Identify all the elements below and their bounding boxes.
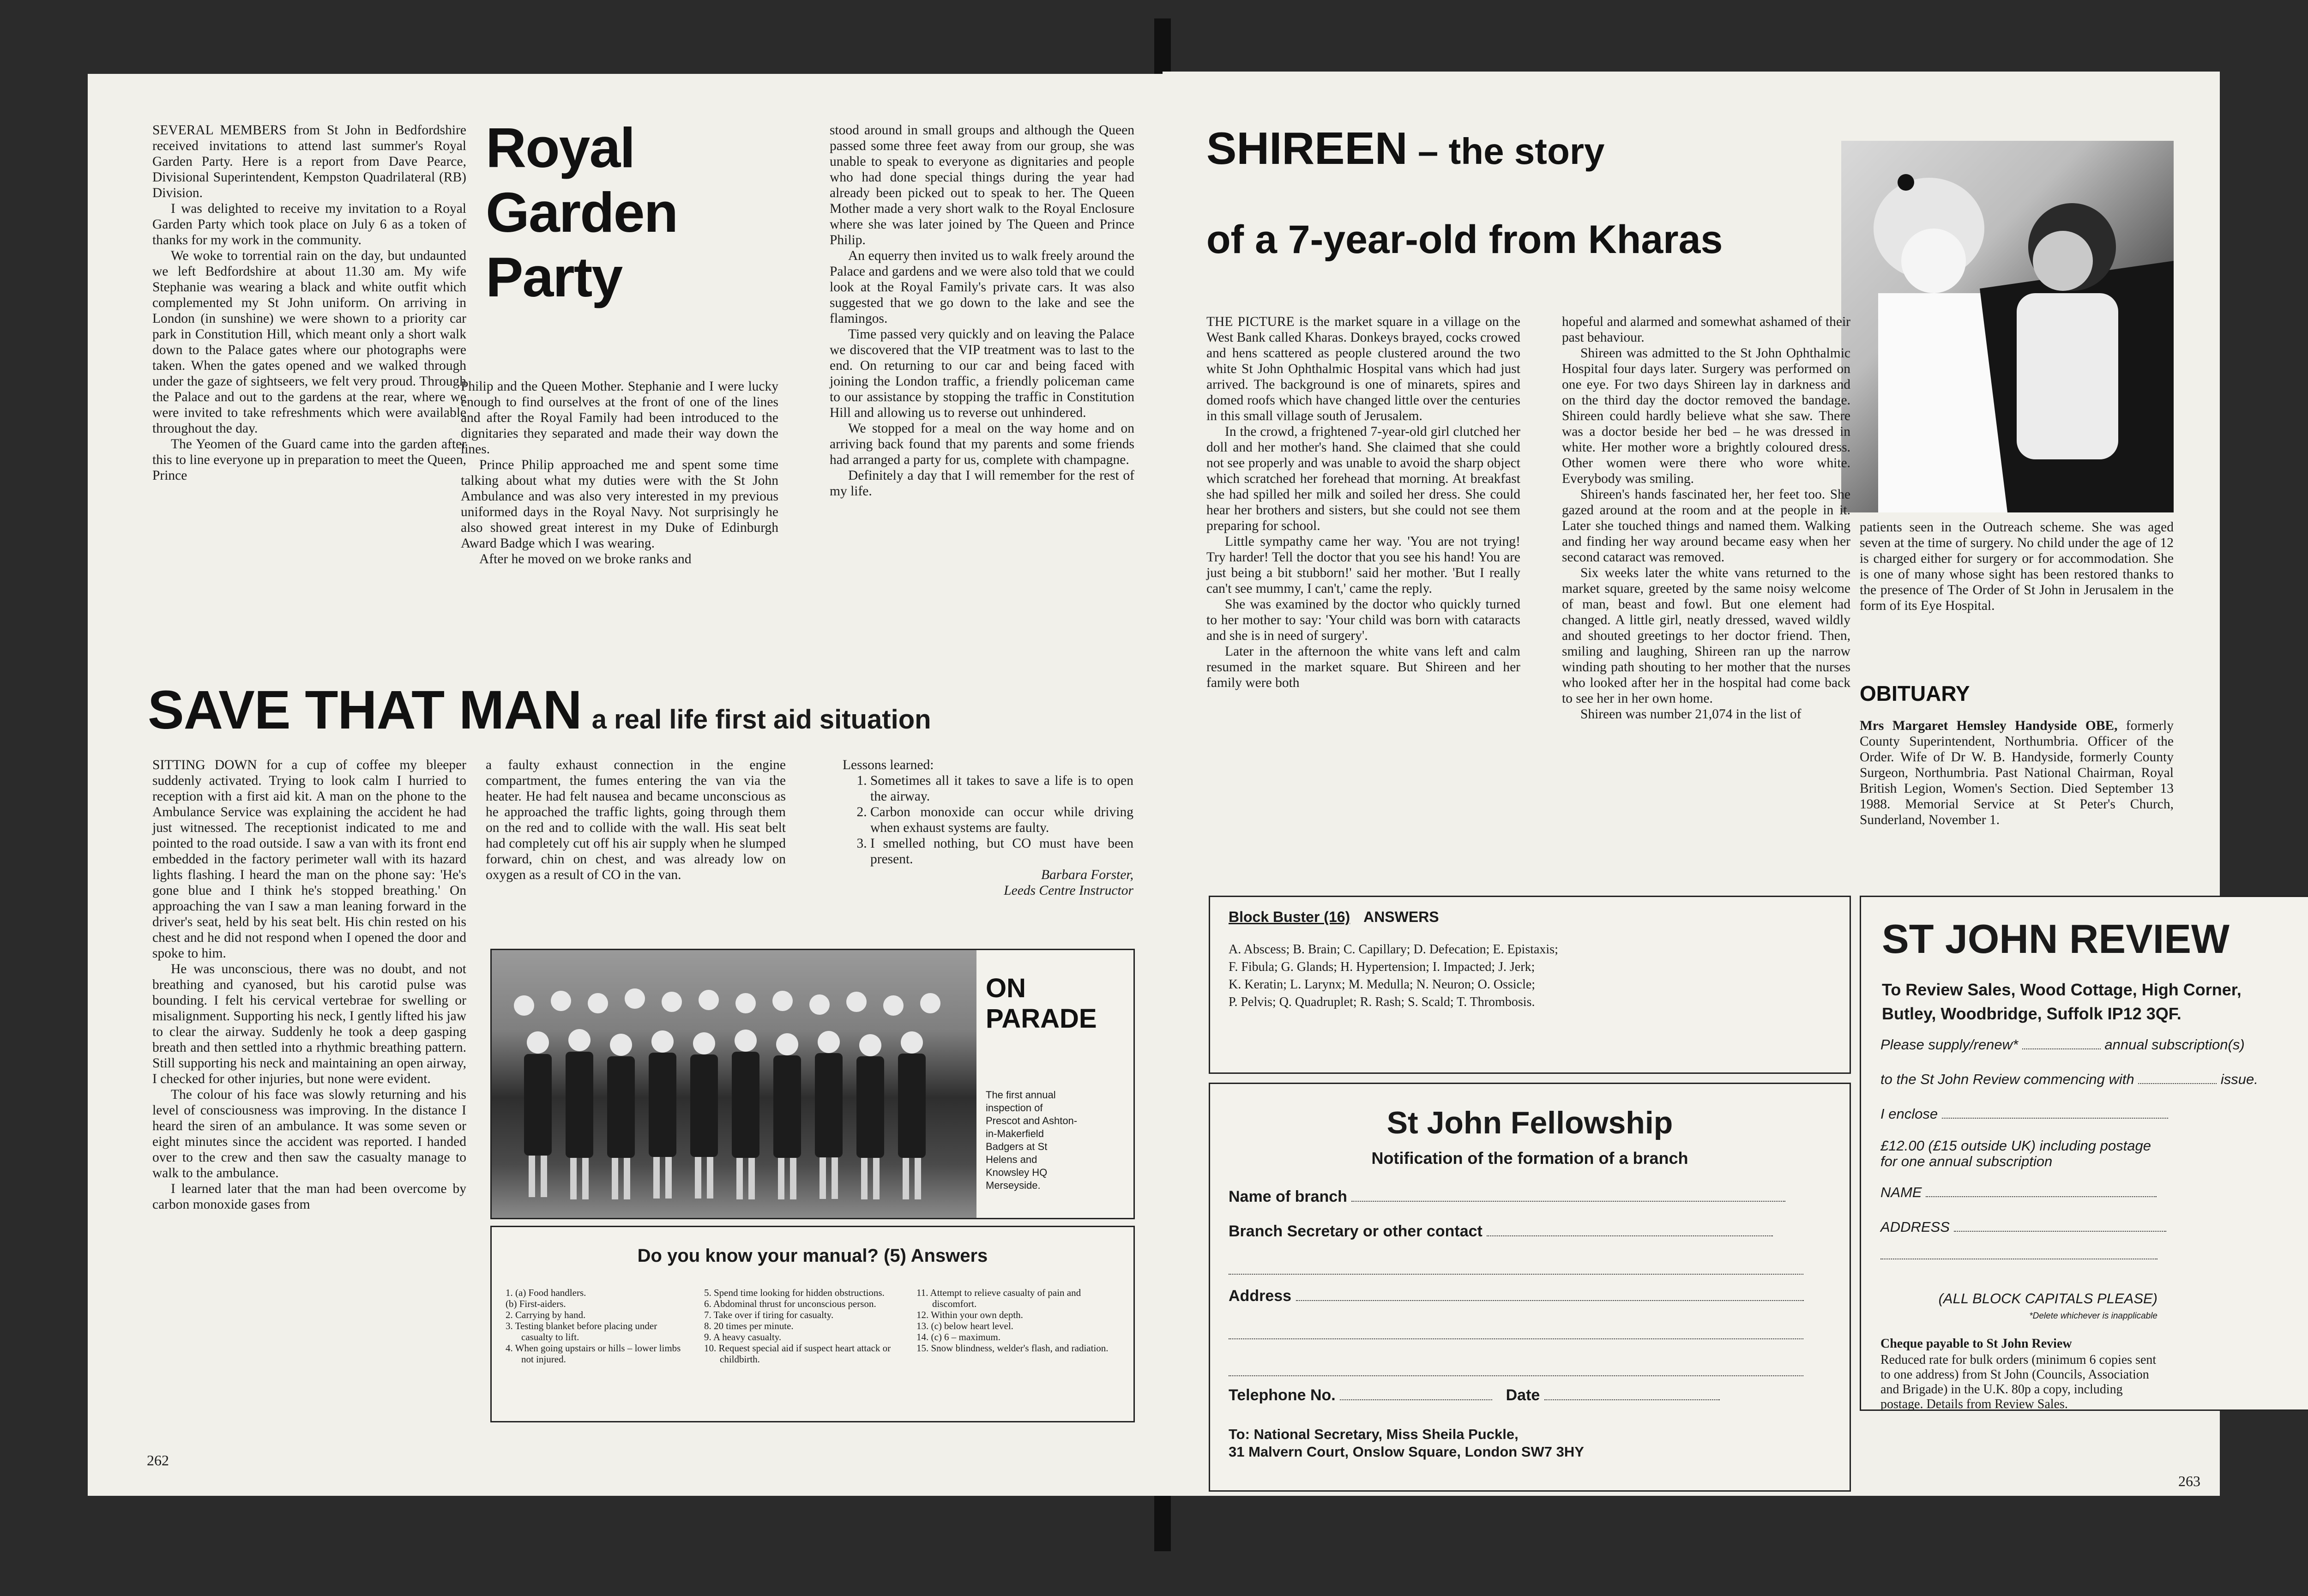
lesson-item: 2. Carbon monoxide can occur while driving when exhaust systems are faulty. xyxy=(870,804,1133,836)
royal-garden-headline xyxy=(486,115,763,309)
shireen-paragraph: In the crowd, a frightened 7-year-old girl clutched her doll and her mother's hand. She claimed that she could not see properly and was unable to avoid the sharp object which scratched her forehead that morning. At breakfast she had spilled her milk and soiled her dress. She could hear her brothers and sisters, but she could not see them preparing for school. xyxy=(1206,424,1520,533)
block-buster-heading xyxy=(1229,909,1439,926)
review-title: ST JOHN REVIEW xyxy=(1882,916,2230,962)
commencing-issue-field[interactable] xyxy=(2138,1083,2217,1084)
royal-paragraph: The Yeomen of the Guard came into the garden after this to line everyone up in preparation to meet the Queen, Prince xyxy=(152,437,466,483)
review-price: £12.00 (£15 outside UK) including postage for one annual subscription xyxy=(1880,1138,2151,1169)
address-label: Address xyxy=(1229,1287,1292,1305)
manual-answer: 12. Within your own depth. xyxy=(916,1309,1023,1320)
shireen-paragraph: Later in the afternoon the white vans left and calm resumed in the market square. But Shireen and her family were both xyxy=(1206,644,1520,690)
obituary-text xyxy=(1860,718,2174,828)
review-sales-address xyxy=(1882,978,2242,1026)
lessons-heading: Lessons learned: xyxy=(843,758,934,772)
royal-paragraph: Definitely a day that I will remember for the rest of my life. xyxy=(830,468,1134,499)
shireen-column-1 xyxy=(1206,314,1520,691)
review-address-row xyxy=(1880,1219,2157,1235)
manual-answer: 15. Snow blindness, welder's flash, and radiation. xyxy=(916,1343,1109,1354)
fellowship-send-to xyxy=(1229,1426,1584,1461)
review-cheque-payable: Cheque payable to St John Review xyxy=(1880,1337,2072,1351)
address-field-line-3[interactable] xyxy=(1229,1370,1803,1379)
telephone-field[interactable] xyxy=(1340,1399,1492,1400)
telephone-label: Telephone No. xyxy=(1229,1386,1336,1404)
address-field[interactable] xyxy=(1296,1300,1804,1301)
review-name-field[interactable] xyxy=(1926,1196,2157,1197)
manual-answer: 7. Take over if tiring for casualty. xyxy=(704,1309,834,1320)
badgers-group-photo xyxy=(492,950,976,1218)
save-subtitle: a real life first aid situation xyxy=(591,705,931,735)
save-column-2 xyxy=(486,757,786,883)
shireen-headline-line-1 xyxy=(1206,122,1844,175)
fellowship-subtitle: Notification of the formation of a branch xyxy=(1371,1149,1688,1168)
shireen-paragraph: Six weeks later the white vans returned to the market square, greeted by the same noisy welcome of man, beast and fowl. But one element had changed. A little girl, neatly dressed, waved wildly and shouted greetings to her doctor friend. Then, smiling and laughing, Shireen ran up the narrow winding path shouting to her mother that the nurses who looked after her in the hospital had come back to see her in her own home. xyxy=(1562,566,1850,706)
block-buster-box xyxy=(1209,896,1851,1074)
manual-answer: 9. A heavy casualty. xyxy=(704,1331,782,1343)
manual-answers-box xyxy=(490,1226,1135,1422)
lesson-item: 1. Sometimes all it takes to save a life is to open the airway. xyxy=(870,773,1133,804)
nurse-and-child-figures xyxy=(1841,141,2174,512)
review-address-field[interactable] xyxy=(1954,1231,2166,1232)
save-paragraph: I learned later that the man had been overcome by carbon monoxide gases from xyxy=(152,1181,466,1212)
royal-paragraph: We woke to torrential rain on the day, but undaunted we left Bedfordshire at about 11.30 am. My wife Stephanie was wearing a black and white outfit which complemented my St John uniform. On arriving in London (in sunshine) we were shown to a priority car park in Constitution Hill, which meant only a short walk down to the Palace gates where our photographs were taken. When the gates opened and we walked through under the gaze of sightseers, we felt very proud. Through the Palace and out to the gardens at the rear, where we were invited to take refreshments which were available throughout the day. xyxy=(152,248,466,436)
royal-intro: SEVERAL MEMBERS from St John in Bedfordshire received invitations to attend last summer's Royal Garden Party. Here is a report from Dave Pearce, Divisional Superintendent, Kempston Quadrilateral (RB) Division. xyxy=(152,123,466,200)
branch-name-field[interactable] xyxy=(1351,1201,1785,1202)
review-name-label: NAME xyxy=(1880,1184,1922,1200)
shireen-paragraph: Little sympathy came her way. 'You are not trying! Try harder! Tell the doctor that you see his hand! You are just being a bit stubborn!' said her mother. 'But I really can't see mummy, I can't,' came the reply. xyxy=(1206,534,1520,596)
manual-answer: (b) First-aiders. xyxy=(506,1298,566,1309)
review-address-line: To Review Sales, Wood Cottage, High Corner, xyxy=(1882,980,2242,999)
save-title: SAVE THAT MAN xyxy=(148,680,582,741)
save-paragraph: He was unconscious, there was no doubt, and not breathing and cyanosed, but his carotid pulse was bounding. I felt his cervical vertebrae for swelling or misalignment. Supporting his neck, I gently lifted his jaw to clear the airway. Suddenly he took a deep gasping breath and then settled into a rhythmic breathing pattern. Still supporting his neck and maintaining an open airway, I checked for other injuries, but none were evident. xyxy=(152,962,466,1086)
obituary-heading: OBITUARY xyxy=(1860,681,1970,705)
page-number: 262 xyxy=(147,1452,169,1469)
review-name-row xyxy=(1880,1184,2157,1201)
save-paragraph: The colour of his face was slowly returning and his level of consciousness was improving. In the distance I heard the siren of an ambulance. It was some seven or eight minutes since the accident was reported. I handed over to the crew and then saw the casualty manage to walk to the ambulance. xyxy=(152,1087,466,1180)
obituary-name: Mrs Margaret Hemsley Handyside OBE, xyxy=(1860,718,2118,733)
supply-renew-suffix: annual subscription(s) xyxy=(2104,1036,2245,1053)
address-field-line-2[interactable] xyxy=(1229,1333,1803,1342)
manual-answers-col-2 xyxy=(704,1287,898,1365)
shireen-paragraph: Shireen's hands fascinated her, her feet too. She gazed around at the room and at the people in it. Later she touched things and named them. Walking and finding her way around became easy when her second cataract was removed. xyxy=(1562,487,1850,565)
manual-answer: 8. 20 times per minute. xyxy=(704,1320,794,1331)
manual-answer: 3. Testing blanket before placing under casualty to lift. xyxy=(506,1320,657,1343)
review-block-capitals: (ALL BLOCK CAPITALS PLEASE) xyxy=(1938,1290,2157,1307)
shireen-paragraph: Shireen was admitted to the St John Ophthalmic Hospital four days later. Surgery was performed on one eye. For two days Shireen lay in darkness and on the third day the doctor removed the bandage. Shireen could hardly believe what she saw. There was a doctor beside her bed – he was dressed in white. Her mother wore a brightly coloured dress. Other women were there who wore white. Everybody was smiling. xyxy=(1562,346,1850,486)
fellowship-title: St John Fellowship xyxy=(1386,1105,1673,1140)
send-to-line: To: National Secretary, Miss Sheila Puckle, xyxy=(1229,1426,1519,1442)
save-paragraph: SITTING DOWN for a cup of coffee my bleeper suddenly activated. Trying to look calm I hurried to reception with a first aid kit. A man on the phone to the Ambulance Service was explaining the accident he had just witnessed. The receptionist indicated to me and pointed to the road outside. I saw a van with its front end embedded in the factory perimeter wall with its hazard lights flashing. I heard the man on the phone say: 'He's gone blue and I think he's stopped breathing.' On approaching the van I saw a man leaning forward in the driver's seat, held by his seat belt. His chin rested on his chest and he did not respond when I opened the door and spoke to him. xyxy=(152,758,466,961)
manual-answer: 6. Abdominal thrust for unconscious person. xyxy=(704,1298,876,1309)
royal-garden-column-2 xyxy=(461,379,778,567)
fellowship-form-box xyxy=(1209,1083,1851,1492)
royal-paragraph: An equerry then invited us to walk freely around the Palace and gardens and we were also told that we could look at the Royal Family's private cars. It was also suggested that we go down to the lake and see the flamingos. xyxy=(830,248,1134,326)
manual-answer: 1. (a) Food handlers. xyxy=(506,1287,586,1298)
royal-paragraph: Philip and the Queen Mother. Stephanie and I were lucky enough to find ourselves at the front of one of the lines and after the Royal Family had been introduced to the dignitaries they separated and made their way down the lines. xyxy=(461,379,778,457)
parade-caption: The first annual inspection of Prescot and Ashton-in-Makerfield Badgers at St Helens and Knowsley HQ Merseyside. xyxy=(986,1089,1078,1191)
shireen-paragraph: hopeful and alarmed and somewhat ashamed of their past behaviour. xyxy=(1562,314,1850,345)
review-delete-note: *Delete whichever is inapplicable xyxy=(2029,1311,2157,1321)
branch-name-row xyxy=(1229,1188,1829,1206)
block-buster-line: K. Keratin; L. Larynx; M. Medulla; N. Neuron; O. Ossicle; xyxy=(1229,977,1536,992)
manual-answer: 13. (c) below heart level. xyxy=(916,1320,1013,1331)
lessons-list xyxy=(843,773,1133,867)
shireen-paragraph: patients seen in the Outreach scheme. She was aged seven at the time of surgery. No child under the age of 12 is charged either for surgery or for accommodation. She is one of many whose sight has been restored thanks to the presence of The Order of St John in Jerusalem in the form of its Eye Hospital. xyxy=(1860,520,2174,613)
royal-garden-column-1 xyxy=(152,122,466,483)
shireen-paragraph: Shireen was number 21,074 in the list of xyxy=(1580,707,1802,722)
shireen-headline-line-2: of a 7-year-old from Kharas xyxy=(1206,217,1723,262)
review-address-line: Butley, Woodbridge, Suffolk IP12 3QF. xyxy=(1882,1004,2181,1023)
manual-answer: 2. Carrying by hand. xyxy=(506,1309,586,1320)
block-buster-line: P. Pelvis; Q. Quadruplet; R. Rash; S. Scald; T. Thrombosis. xyxy=(1229,995,1535,1009)
headline-line: Party xyxy=(486,246,622,308)
save-column-1 xyxy=(152,757,466,1212)
branch-secretary-field[interactable] xyxy=(1487,1235,1773,1236)
manual-answers-title: Do you know your manual? (5) Answers xyxy=(637,1246,988,1266)
save-paragraph: a faulty exhaust connection in the engine compartment, the fumes entering the van via the heater. He had felt nausea and became unconscious as he approached the traffic lights, going through them on the red and to collide with the wall. His seat belt had completely cut off his air supply when he slumped forward, chin on chest, and was already low on oxygen as a result of CO in the van. xyxy=(486,758,786,882)
block-buster-line: A. Abscess; B. Brain; C. Capillary; D. Defecation; E. Epistaxis; xyxy=(1229,942,1558,957)
block-buster-title: Block Buster (16) xyxy=(1229,909,1350,925)
royal-paragraph: After he moved on we broke ranks and xyxy=(479,552,692,566)
shireen-title-dash: – the story xyxy=(1407,131,1605,172)
royal-paragraph: We stopped for a meal on the way home and on arriving back found that my parents and some friends had arranged a party for us, complete with champagne. xyxy=(830,421,1134,467)
commencing-row xyxy=(1880,1071,2258,1088)
headline-line: Garden xyxy=(486,181,678,244)
shireen-photo xyxy=(1841,141,2174,512)
enclose-row xyxy=(1880,1106,2157,1122)
date-label: Date xyxy=(1506,1386,1540,1404)
review-address-label: ADDRESS xyxy=(1880,1219,1950,1235)
branch-name-label: Name of branch xyxy=(1229,1188,1347,1205)
enclose-amount-field[interactable] xyxy=(1942,1118,2168,1119)
royal-paragraph: Prince Philip approached me and spent some time talking about what my duties were with the St John Ambulance and was also very interested in my previous uniformed days in the Royal Navy. Not surprisingly he also showed great interest in my Duke of Edinburgh Award Badge which I was wearing. xyxy=(461,458,778,551)
on-parade-title xyxy=(986,973,1124,1034)
manual-answers-col-1 xyxy=(506,1287,686,1365)
page-number: 263 xyxy=(2178,1473,2200,1489)
royal-paragraph: stood around in small groups and although the Queen passed some three feet away from our group, she was unable to speak to everyone as dignitaries and people who had done special things during the year had already been picked out to speak to her. The Queen Mother made a very short walk to the Royal Enclosure where she was later joined by The Queen and Prince Philip. xyxy=(830,123,1134,247)
author-name: Barbara Forster, xyxy=(1041,867,1133,882)
shireen-title: SHIREEN xyxy=(1206,123,1408,174)
manual-answer: 10. Request special aid if suspect heart attack or childbirth. xyxy=(704,1343,891,1365)
block-buster-line: F. Fibula; G. Glands; H. Hypertension; I. Impacted; J. Jerk; xyxy=(1229,960,1535,974)
on-parade-box xyxy=(490,949,1135,1219)
address-row xyxy=(1229,1287,1829,1305)
supply-renew-label: Please supply/renew* xyxy=(1880,1036,2019,1053)
shireen-paragraph: THE PICTURE is the market square in a village on the West Bank called Kharas. Donkeys brayed, cocks crowed and hens scattered as people clustered around the two white St John Ophthalmic Hospital vans which had just arrived. The background is one of minarets, spires and domed roofs which have changed little over the centuries in this small village south of Jerusalem. xyxy=(1206,314,1520,423)
telephone-date-row xyxy=(1229,1386,1829,1404)
manual-answer: 11. Attempt to relieve casualty of pain and discomfort. xyxy=(916,1287,1081,1309)
branch-secretary-label: Branch Secretary or other contact xyxy=(1229,1223,1482,1240)
royal-paragraph: I was delighted to receive my invitation to a Royal Garden Party which took place on July 6 as a token of thanks for my work in the community. xyxy=(152,201,466,247)
manual-answer: 4. When going upstairs or hills – lower limbs not injured. xyxy=(506,1343,681,1365)
date-field[interactable] xyxy=(1544,1399,1720,1400)
review-bulk-rate: Reduced rate for bulk orders (minimum 6 copies sent to one address) from St John (Councils, Association and Brigade) in the U.K. 80p a copy, including postage. Details from Review Sales. xyxy=(1880,1353,2157,1411)
shireen-paragraph: She was examined by the doctor who quickly turned to her mother to say: 'Your child was born with cataracts and she is in need of surgery'. xyxy=(1206,597,1520,643)
manual-answer: 14. (c) 6 – maximum. xyxy=(916,1331,1000,1343)
commencing-suffix: issue. xyxy=(2220,1071,2258,1087)
subscriptions-count-field[interactable] xyxy=(2022,1048,2101,1049)
branch-secretary-row xyxy=(1229,1223,1829,1241)
lesson-item: 3. I smelled nothing, but CO must have been present. xyxy=(870,836,1133,867)
left-page xyxy=(88,74,1163,1496)
enclose-label: I enclose xyxy=(1880,1106,1938,1122)
obituary-body: formerly County Superintendent, Northumbria. Officer of the Order. Wife of Dr W. B. Handyside, formerly County Surgeon, Northumbria. Past National Chairman, Royal British Legion, Women's Section. Died September 13 1988. Memorial Service at St Peter's Church, Sunderland, November 1. xyxy=(1860,718,2174,827)
commencing-label: to the St John Review commencing with xyxy=(1880,1071,2134,1087)
lessons-learned xyxy=(843,757,1133,898)
review-address-field-line-2[interactable] xyxy=(1880,1253,2157,1262)
headline-line: Royal xyxy=(486,116,635,179)
children-silhouettes xyxy=(492,950,976,1218)
contact-field-extra[interactable] xyxy=(1229,1269,1803,1277)
manual-answer: 5. Spend time looking for hidden obstructions. xyxy=(704,1287,885,1298)
supply-renew-row xyxy=(1880,1036,2245,1053)
parade-title-line: ON xyxy=(986,973,1026,1003)
send-to-line: 31 Malvern Court, Onslow Square, London SW7 3HY xyxy=(1229,1444,1584,1460)
parade-title-line: PARADE xyxy=(986,1004,1097,1034)
review-form-fields xyxy=(1880,1036,2245,1053)
block-buster-answers-label: ANSWERS xyxy=(1363,909,1439,925)
save-that-man-headline xyxy=(148,679,1163,741)
shireen-column-2 xyxy=(1562,314,1850,722)
right-page xyxy=(1163,72,2258,1496)
author-role: Leeds Centre Instructor xyxy=(1004,883,1133,898)
royal-garden-column-3 xyxy=(830,122,1134,499)
royal-paragraph: Time passed very quickly and on leaving the Palace we discovered that the VIP treatment was to last to the end. On returning to our car and being faced with joining the London traffic, a friendly policeman came to our assistance by stopping the traffic in Constitution Hill and allowing us to reverse out unhindered. xyxy=(830,327,1134,420)
shireen-column-3 xyxy=(1860,519,2174,614)
block-buster-answers xyxy=(1229,941,1558,1011)
manual-answers-col-3 xyxy=(916,1287,1115,1354)
